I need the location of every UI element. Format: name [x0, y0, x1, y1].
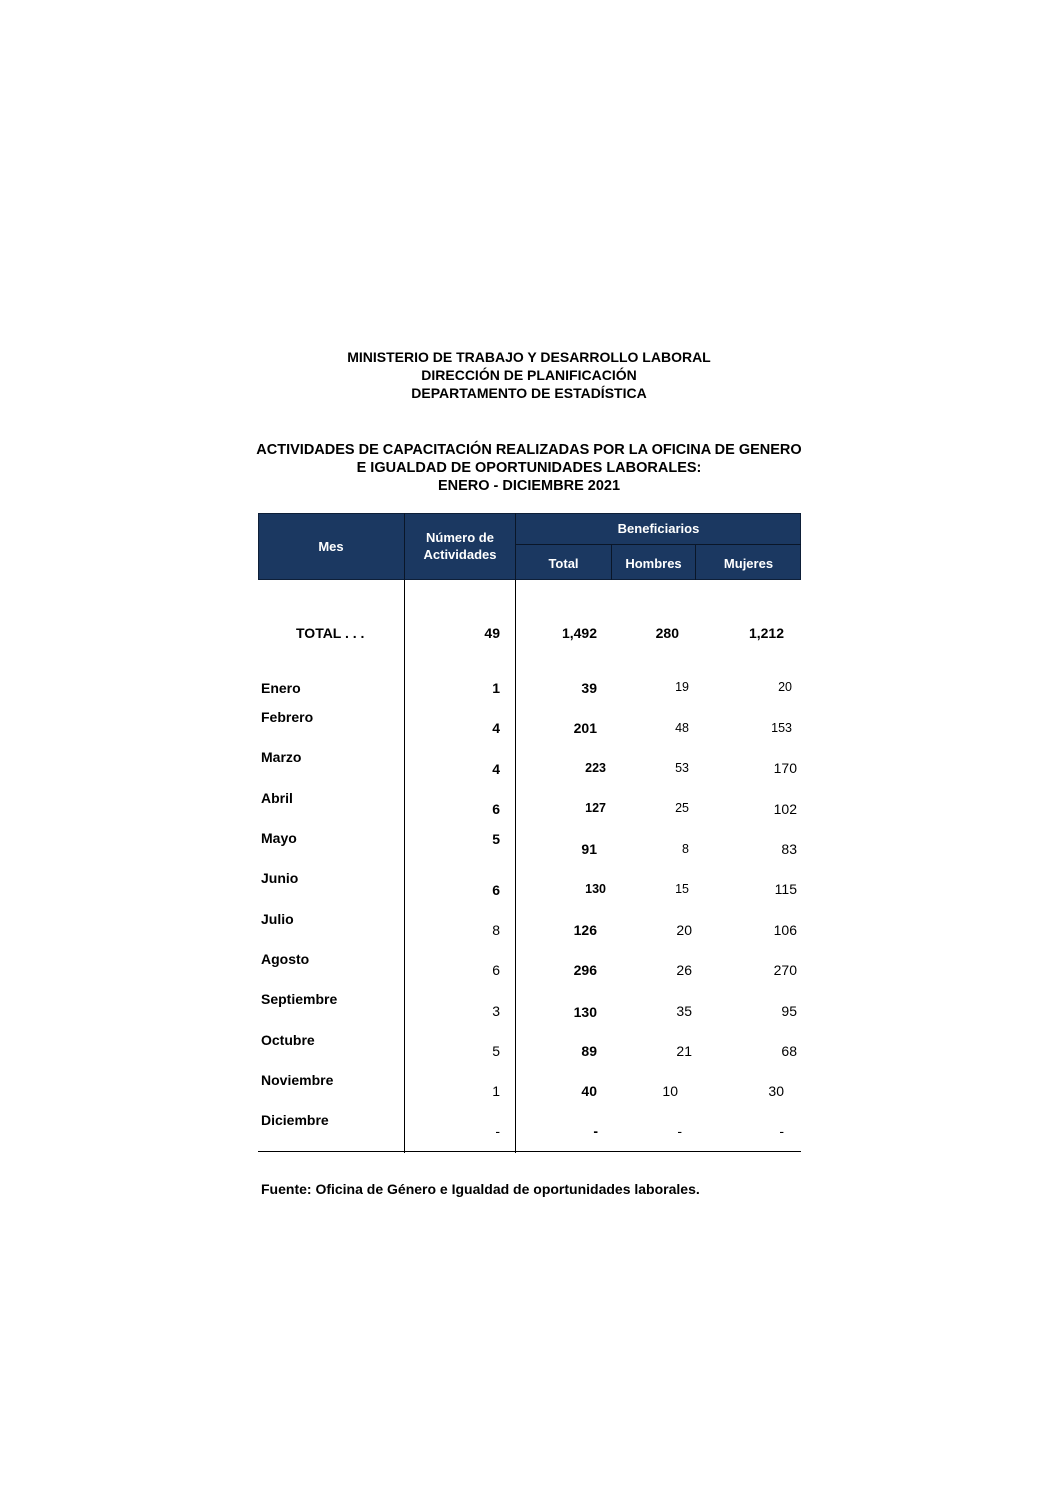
col-total: Total	[548, 556, 579, 571]
row-diciembre-total: -	[593, 1123, 598, 1139]
row-febrero-hombres: 48	[675, 721, 689, 735]
col-mes: Mes	[318, 539, 344, 554]
row-mayo-actividades: 5	[492, 831, 500, 847]
row-abril-hombres: 25	[675, 801, 689, 815]
row-marzo-actividades: 4	[492, 761, 500, 777]
total-hombres: 280	[655, 625, 679, 641]
row-febrero-mes: Febrero	[261, 709, 314, 725]
row-enero-hombres: 19	[675, 680, 689, 694]
row-marzo-hombres: 53	[675, 761, 689, 775]
row-agosto-hombres: 26	[676, 962, 692, 978]
row-noviembre-hombres: 10	[662, 1083, 678, 1099]
col-actividades	[405, 529, 515, 563]
col-hombres: Hombres	[625, 556, 682, 571]
row-abril-actividades: 6	[492, 801, 500, 817]
direction-name: DIRECCIÓN DE PLANIFICACIÓN	[421, 367, 637, 383]
row-noviembre-mes: Noviembre	[261, 1072, 334, 1088]
row-octubre-mes: Octubre	[261, 1032, 315, 1048]
row-enero-total: 39	[581, 680, 597, 696]
row-noviembre-actividades: 1	[492, 1083, 500, 1099]
row-abril-mujeres: 102	[773, 801, 797, 817]
row-diciembre-mes: Diciembre	[261, 1112, 329, 1128]
source-note: Fuente: Oficina de Género e Igualdad de oportunidades laborales.	[261, 1181, 700, 1197]
row-mayo-total: 91	[581, 841, 597, 857]
row-julio-mes: Julio	[261, 911, 294, 927]
row-enero-actividades: 1	[492, 680, 500, 696]
row-junio-mes: Junio	[261, 870, 299, 886]
total-total: 1,492	[561, 625, 597, 641]
row-marzo-mujeres: 170	[773, 760, 797, 776]
col-actividades-line-2: Actividades	[423, 547, 497, 562]
row-mayo-hombres: 8	[682, 842, 689, 856]
row-agosto-total: 296	[573, 962, 597, 978]
data-table	[258, 513, 801, 1153]
department-name: DEPARTAMENTO DE ESTADÍSTICA	[411, 385, 647, 401]
column-divider	[515, 580, 516, 1153]
title-line-1: ACTIVIDADES DE CAPACITACIÓN REALIZADAS POR LA OFICINA DE GENERO	[256, 442, 802, 458]
row-junio-mujeres: 115	[774, 881, 797, 897]
row-septiembre-hombres: 35	[676, 1003, 692, 1019]
row-octubre-total: 89	[581, 1043, 597, 1059]
row-diciembre-hombres: -	[677, 1123, 682, 1139]
row-abril-mes: Abril	[261, 790, 293, 806]
header-divider	[515, 544, 801, 545]
row-enero-mujeres: 20	[778, 680, 792, 694]
row-julio-actividades: 8	[492, 922, 500, 938]
row-febrero-total: 201	[573, 720, 597, 736]
row-junio-actividades: 6	[492, 882, 500, 898]
row-agosto-mujeres: 270	[773, 962, 797, 978]
table-bottom-border	[258, 1151, 801, 1152]
row-julio-mujeres: 106	[773, 922, 797, 938]
row-abril-total: 127	[585, 801, 606, 815]
row-marzo-mes: Marzo	[261, 749, 302, 765]
row-diciembre-actividades: -	[495, 1123, 500, 1139]
col-mujeres: Mujeres	[723, 556, 774, 571]
total-label: TOTAL . . .	[296, 625, 365, 641]
row-julio-hombres: 20	[676, 922, 692, 938]
column-divider	[404, 580, 405, 1153]
row-junio-hombres: 15	[675, 882, 689, 896]
ministry-header	[0, 348, 1058, 402]
row-octubre-mujeres: 68	[781, 1043, 797, 1059]
title-line-2: E IGUALDAD DE OPORTUNIDADES LABORALES:	[356, 460, 702, 476]
row-febrero-mujeres: 153	[771, 721, 792, 735]
row-enero-mes: Enero	[261, 680, 301, 696]
row-febrero-actividades: 4	[492, 720, 500, 736]
row-septiembre-actividades: 3	[492, 1003, 500, 1019]
report-title	[0, 441, 1058, 495]
row-mayo-mes: Mayo	[261, 830, 297, 846]
col-beneficiarios: Beneficiarios	[617, 521, 700, 536]
row-septiembre-total: 130	[573, 1004, 597, 1020]
row-septiembre-mujeres: 95	[781, 1003, 797, 1019]
row-junio-total: 130	[585, 882, 606, 896]
col-actividades-line-1: Número de	[426, 530, 494, 545]
row-noviembre-mujeres: 30	[768, 1083, 784, 1099]
row-agosto-actividades: 6	[492, 962, 500, 978]
row-octubre-actividades: 5	[492, 1043, 500, 1059]
row-diciembre-mujeres: -	[779, 1123, 784, 1139]
row-noviembre-total: 40	[581, 1083, 597, 1099]
total-mujeres: 1,212	[748, 625, 784, 641]
title-period: ENERO - DICIEMBRE 2021	[437, 478, 621, 494]
row-marzo-total: 223	[585, 761, 606, 775]
total-actividades: 49	[484, 625, 500, 641]
row-julio-total: 126	[573, 922, 597, 938]
row-octubre-hombres: 21	[676, 1043, 692, 1059]
row-agosto-mes: Agosto	[261, 951, 310, 967]
row-mayo-mujeres: 83	[781, 841, 797, 857]
ministry-name: MINISTERIO DE TRABAJO Y DESARROLLO LABORAL	[347, 349, 711, 365]
row-septiembre-mes: Septiembre	[261, 991, 338, 1007]
